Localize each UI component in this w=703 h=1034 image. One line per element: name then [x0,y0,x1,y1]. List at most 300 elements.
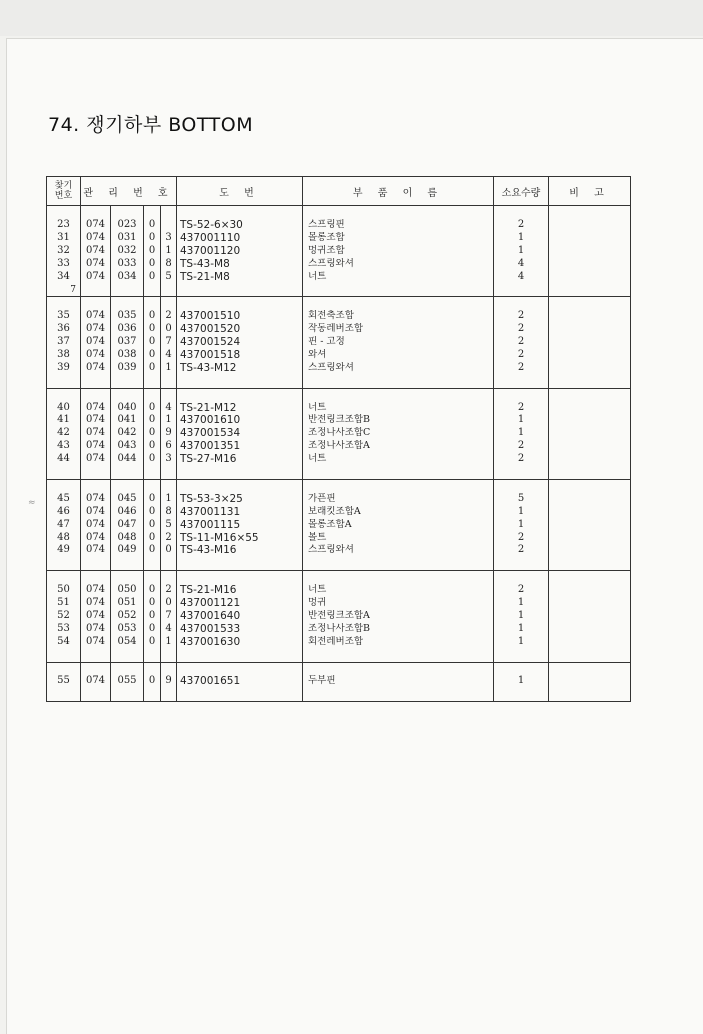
group-end [47,283,631,296]
cell-no: 38 [47,349,81,362]
scan-mark: ≈ [28,498,36,508]
cell-no: 42 [47,427,81,440]
cell-qty: 2 [494,544,549,557]
spacer-cell [111,375,144,388]
cell-m1: 074 [81,310,111,323]
cell-qty: 1 [494,506,549,519]
cell-m1: 074 [81,597,111,610]
cell-qty: 1 [494,597,549,610]
cell-m3: 0 [144,402,161,415]
spacer-cell [111,571,144,584]
spacer-cell [303,297,494,310]
spacer-cell [111,479,144,492]
cell-qty: 1 [494,427,549,440]
cell-rem [549,349,631,362]
table-empty-rows [47,688,631,701]
cell-qty: 2 [494,323,549,336]
table-row [47,440,631,453]
cell-m3: 0 [144,636,161,649]
cell-m1: 074 [81,532,111,545]
cell-no: 49 [47,544,81,557]
cell-rem [549,402,631,415]
spacer-cell [494,297,549,310]
cell-m4: 9 [161,427,177,440]
spacer-cell [549,571,631,584]
cell-qty: 2 [494,310,549,323]
cell-qty: 2 [494,584,549,597]
cell-rem [549,258,631,271]
table-row [47,310,631,323]
cell-dwg: TS-43-M12 [177,362,303,375]
cell-qty: 2 [494,349,549,362]
cell-m1: 074 [81,623,111,636]
spacer-cell [111,283,144,296]
cell-dwg: 437001121 [177,597,303,610]
cell-m2: 049 [111,544,144,557]
cell-m2: 047 [111,519,144,532]
cell-no: 53 [47,623,81,636]
cell-rem [549,597,631,610]
cell-dwg: TS-43-M8 [177,258,303,271]
cell-name: 보래킷조합A [303,506,494,519]
cell-rem [549,610,631,623]
cell-m3: 0 [144,506,161,519]
spacer-cell [81,479,111,492]
cell-name: 반전링크조합B [303,414,494,427]
spacer-cell [161,662,177,675]
spacer-cell [47,466,81,479]
cell-dwg: TS-27-M16 [177,453,303,466]
cell-m1: 074 [81,427,111,440]
cell-no: 47 [47,519,81,532]
spacer-cell [81,662,111,675]
cell-name: 스프링와셔 [303,544,494,557]
spacer-cell [177,479,303,492]
spacer-cell [47,479,81,492]
cell-rem [549,310,631,323]
spacer-cell [111,466,144,479]
cell-rem [549,336,631,349]
cell-no: 46 [47,506,81,519]
cell-name: 반전링크조합A [303,610,494,623]
cell-m4: 1 [161,245,177,258]
header-no [47,177,81,206]
spacer-cell [144,388,161,401]
cell-qty: 2 [494,453,549,466]
spacer-cell [177,206,303,219]
cell-no: 35 [47,310,81,323]
cell-dwg: TS-43-M16 [177,544,303,557]
spacer-cell [161,649,177,662]
cell-dwg: 437001610 [177,414,303,427]
cell-m4: 8 [161,258,177,271]
cell-m3: 0 [144,532,161,545]
cell-no: 37 [47,336,81,349]
cell-no: 40 [47,402,81,415]
spacer-cell [47,297,81,310]
cell-m4: 2 [161,310,177,323]
cell-m2: 046 [111,506,144,519]
cell-m4: 1 [161,362,177,375]
spacer-cell [494,388,549,401]
cell-m2: 053 [111,623,144,636]
table-row [47,402,631,415]
spacer-cell [111,557,144,570]
cell-m3: 0 [144,597,161,610]
cell-dwg: 437001115 [177,519,303,532]
cell-qty: 1 [494,519,549,532]
cell-dwg: TS-53-3×25 [177,493,303,506]
cell-m2: 038 [111,349,144,362]
group-spacer [47,662,631,675]
spacer-cell [161,297,177,310]
spacer-cell [81,283,111,296]
cell-rem [549,623,631,636]
cell-no: 50 [47,584,81,597]
cell-name: 볼트 [303,532,494,545]
cell-m2: 023 [111,219,144,232]
cell-rem [549,453,631,466]
cell-m3: 0 [144,544,161,557]
spacer-cell [177,466,303,479]
spacer-cell [549,557,631,570]
cell-rem [549,675,631,688]
cell-name: 너트 [303,584,494,597]
cell-dwg: 437001534 [177,427,303,440]
cell-qty: 4 [494,271,549,284]
spacer-cell [144,649,161,662]
empty-cell [111,688,144,701]
group-end [47,557,631,570]
cell-m4: 8 [161,506,177,519]
cell-rem [549,219,631,232]
spacer-cell [549,466,631,479]
spacer-cell [177,297,303,310]
cell-m1: 074 [81,414,111,427]
cell-dwg: TS-52-6×30 [177,219,303,232]
empty-cell [47,688,81,701]
cell-name: 와셔 [303,349,494,362]
spacer-cell [81,297,111,310]
cell-dwg: 437001640 [177,610,303,623]
table-row [47,636,631,649]
spacer-cell [549,479,631,492]
header-qty: 소요수량 [494,177,549,206]
cell-no: 41 [47,414,81,427]
spacer-cell [177,283,303,296]
cell-m3: 0 [144,323,161,336]
cell-m1: 074 [81,610,111,623]
table-row [47,336,631,349]
group-spacer [47,388,631,401]
group-note: 7 [47,283,81,296]
spacer-cell [47,649,81,662]
header-mgmt: 관 리 번 호 [81,177,177,206]
cell-m3: 0 [144,519,161,532]
cell-m1: 074 [81,232,111,245]
cell-no: 52 [47,610,81,623]
spacer-cell [81,557,111,570]
cell-name: 두부핀 [303,675,494,688]
parts-table [46,176,631,702]
group-spacer [47,479,631,492]
cell-m3: 0 [144,232,161,245]
table-row [47,610,631,623]
spacer-cell [161,479,177,492]
cell-m4: 2 [161,584,177,597]
cell-m4: 4 [161,349,177,362]
cell-qty: 1 [494,610,549,623]
cell-dwg: 437001524 [177,336,303,349]
cell-name: 너트 [303,271,494,284]
cell-m1: 074 [81,519,111,532]
table-row [47,532,631,545]
cell-dwg: 437001533 [177,623,303,636]
spacer-cell [81,466,111,479]
cell-name: 조정나사조합A [303,440,494,453]
cell-m3: 0 [144,245,161,258]
group-spacer [47,571,631,584]
spacer-cell [47,206,81,219]
cell-m4: 2 [161,532,177,545]
spacer-cell [494,662,549,675]
cell-name: 회전레버조합 [303,636,494,649]
cell-m2: 031 [111,232,144,245]
cell-m3: 0 [144,414,161,427]
spacer-cell [144,479,161,492]
empty-cell [494,688,549,701]
cell-m3: 0 [144,623,161,636]
cell-m1: 074 [81,362,111,375]
cell-m3: 0 [144,440,161,453]
cell-no: 48 [47,532,81,545]
spacer-cell [177,662,303,675]
cell-m4: 1 [161,414,177,427]
spacer-cell [303,571,494,584]
cell-m2: 044 [111,453,144,466]
cell-name: 스프링와셔 [303,362,494,375]
cell-name: 가픈핀 [303,493,494,506]
cell-qty: 1 [494,623,549,636]
table-row [47,544,631,557]
cell-m3: 0 [144,349,161,362]
spacer-cell [303,662,494,675]
spacer-cell [81,388,111,401]
cell-name: 너트 [303,402,494,415]
cell-name: 몰롱조합A [303,519,494,532]
spacer-cell [144,375,161,388]
spacer-cell [303,283,494,296]
cell-m3: 0 [144,453,161,466]
cell-m1: 074 [81,323,111,336]
cell-dwg: 437001110 [177,232,303,245]
header-drawing: 도 번 [177,177,303,206]
spacer-cell [47,375,81,388]
spacer-cell [111,662,144,675]
cell-m1: 074 [81,636,111,649]
cell-rem [549,440,631,453]
cell-dwg: 437001351 [177,440,303,453]
cell-no: 23 [47,219,81,232]
header-remark: 비 고 [549,177,631,206]
cell-dwg: 437001630 [177,636,303,649]
cell-rem [549,323,631,336]
empty-cell [177,688,303,701]
cell-name: 스프링와셔 [303,258,494,271]
spacer-cell [494,375,549,388]
cell-m2: 051 [111,597,144,610]
cell-no: 31 [47,232,81,245]
cell-m2: 054 [111,636,144,649]
spacer-cell [549,283,631,296]
table-row [47,362,631,375]
spacer-cell [303,466,494,479]
spacer-cell [161,571,177,584]
header-part-name: 부 품 이 름 [303,177,494,206]
cell-m3: 0 [144,258,161,271]
cell-m4: 1 [161,493,177,506]
spacer-cell [494,649,549,662]
spacer-cell [177,649,303,662]
cell-m1: 074 [81,336,111,349]
cell-no: 32 [47,245,81,258]
cell-m1: 074 [81,402,111,415]
spacer-cell [111,297,144,310]
cell-m1: 074 [81,584,111,597]
empty-cell [144,688,161,701]
cell-m3: 0 [144,219,161,232]
table-row [47,245,631,258]
cell-name: 멍귀 [303,597,494,610]
cell-m2: 039 [111,362,144,375]
table-row [47,232,631,245]
table-row [47,675,631,688]
cell-m2: 041 [111,414,144,427]
spacer-cell [177,557,303,570]
table-row [47,271,631,284]
cell-m4: 1 [161,636,177,649]
cell-no: 55 [47,675,81,688]
table-row [47,597,631,610]
table-row [47,623,631,636]
table-row [47,219,631,232]
cell-m4 [161,219,177,232]
cell-qty: 4 [494,258,549,271]
cell-qty: 2 [494,219,549,232]
spacer-cell [303,206,494,219]
table-row [47,453,631,466]
cell-m2: 042 [111,427,144,440]
spacer-cell [494,571,549,584]
group-end [47,466,631,479]
spacer-cell [161,388,177,401]
cell-m3: 0 [144,584,161,597]
cell-no: 34 [47,271,81,284]
cell-m4: 6 [161,440,177,453]
group-spacer [47,297,631,310]
spacer-cell [494,557,549,570]
cell-qty: 1 [494,232,549,245]
spacer-cell [144,297,161,310]
table-row [47,258,631,271]
spacer-cell [494,283,549,296]
cell-rem [549,427,631,440]
spacer-cell [111,649,144,662]
header-no-label [55,181,72,201]
spacer-cell [177,375,303,388]
cell-m2: 034 [111,271,144,284]
cell-no: 51 [47,597,81,610]
cell-rem [549,414,631,427]
cell-m4: 0 [161,323,177,336]
cell-m4: 3 [161,453,177,466]
cell-m3: 0 [144,362,161,375]
cell-dwg: 437001120 [177,245,303,258]
cell-rem [549,245,631,258]
cell-m4: 9 [161,675,177,688]
spacer-cell [81,649,111,662]
cell-m4: 5 [161,519,177,532]
spacer-cell [81,571,111,584]
cell-no: 43 [47,440,81,453]
cell-m4: 4 [161,623,177,636]
cell-name: 스프링핀 [303,219,494,232]
cell-dwg: 437001510 [177,310,303,323]
cell-name: 너트 [303,453,494,466]
spacer-cell [144,206,161,219]
cell-m2: 043 [111,440,144,453]
table-row [47,506,631,519]
cell-rem [549,493,631,506]
cell-m4: 7 [161,336,177,349]
spacer-cell [144,571,161,584]
spacer-cell [177,571,303,584]
spacer-cell [549,662,631,675]
header-no-line: 찾기 [54,181,73,191]
cell-qty: 1 [494,245,549,258]
table-header-row [47,177,631,206]
cell-name: 몰롱조합 [303,232,494,245]
cell-m2: 036 [111,323,144,336]
cell-m1: 074 [81,219,111,232]
spacer-cell [47,388,81,401]
spacer-cell [177,388,303,401]
cell-no: 39 [47,362,81,375]
spacer-cell [303,649,494,662]
cell-name: 작동레버조합 [303,323,494,336]
cell-m1: 074 [81,453,111,466]
cell-dwg: 437001651 [177,675,303,688]
cell-no: 36 [47,323,81,336]
spacer-cell [144,557,161,570]
cell-m3: 0 [144,427,161,440]
empty-cell [161,688,177,701]
cell-m1: 074 [81,493,111,506]
header-no-line: 번호 [54,191,73,201]
cell-dwg: 437001520 [177,323,303,336]
cell-m2: 033 [111,258,144,271]
cell-rem [549,636,631,649]
spacer-cell [161,557,177,570]
cell-dwg: 437001131 [177,506,303,519]
spacer-cell [47,662,81,675]
table-row [47,349,631,362]
spacer-cell [111,388,144,401]
cell-m4: 4 [161,402,177,415]
table-row [47,323,631,336]
cell-no: 33 [47,258,81,271]
cell-m1: 074 [81,544,111,557]
